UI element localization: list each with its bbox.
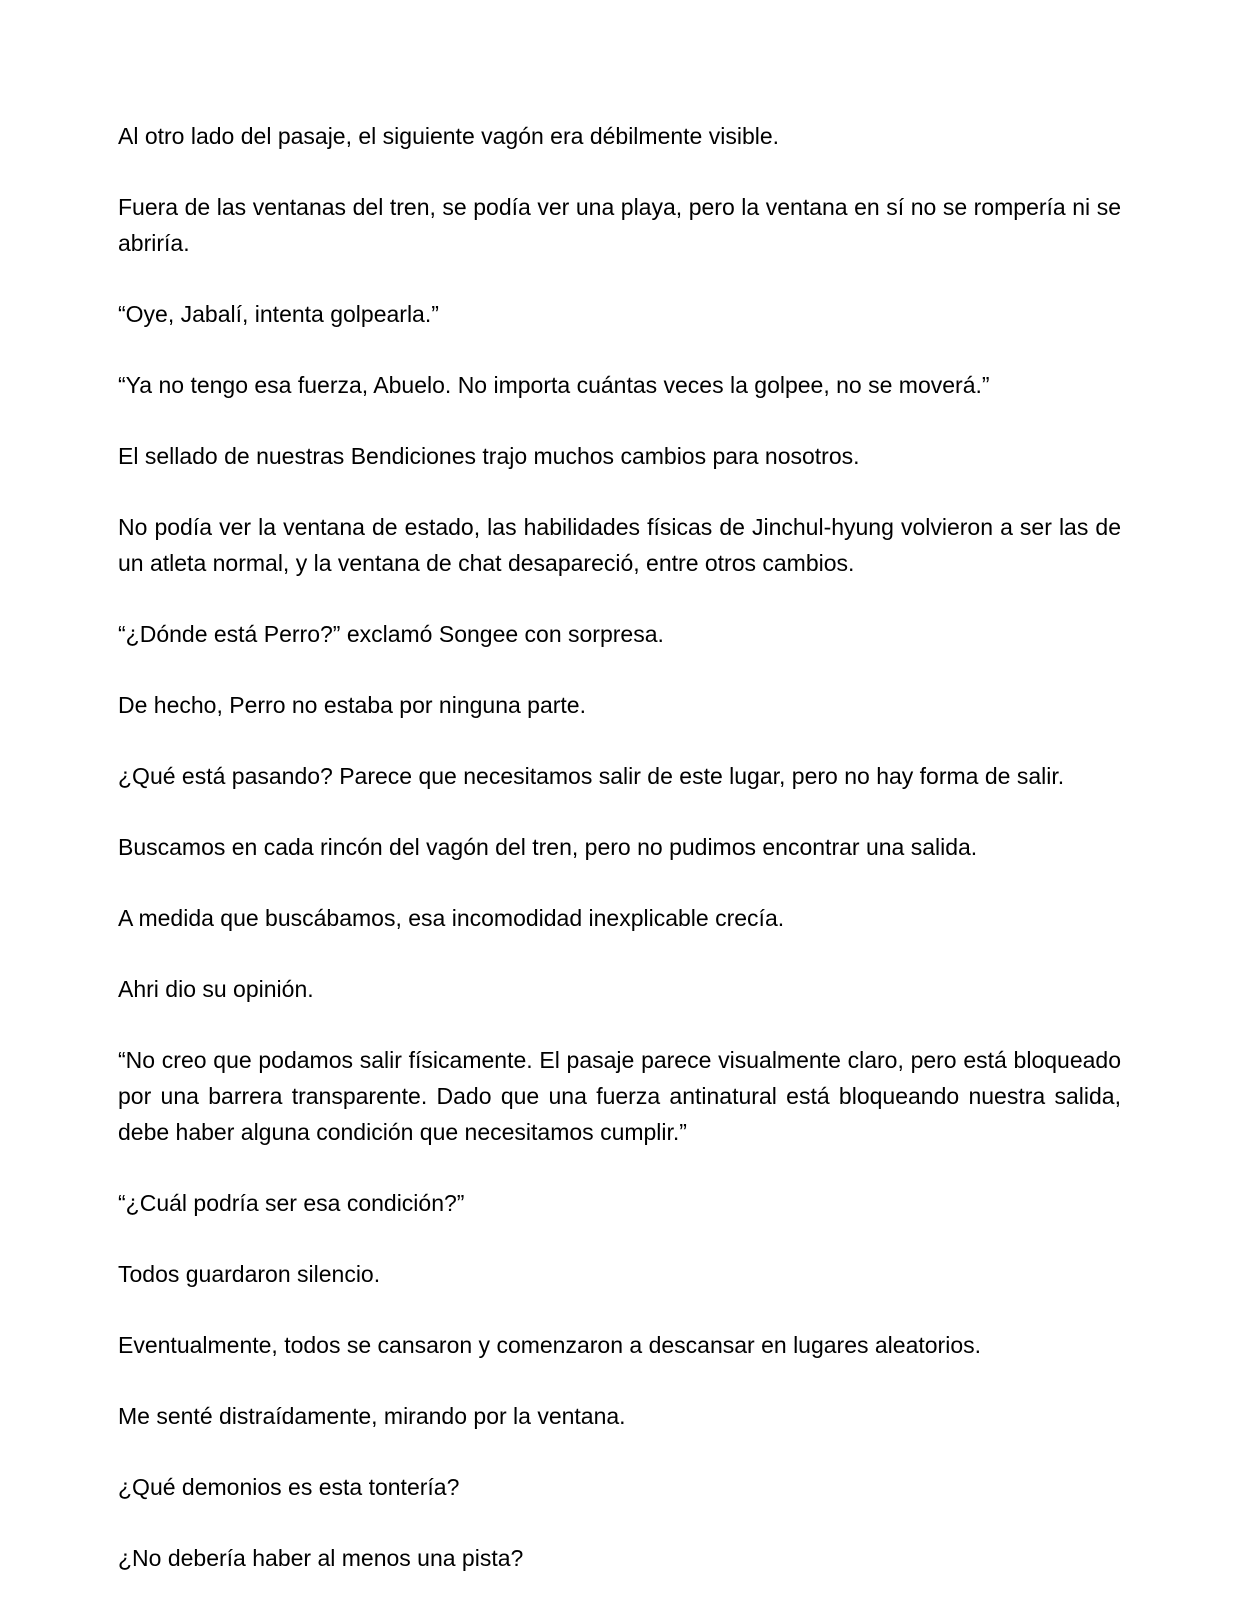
paragraph: Me senté distraídamente, mirando por la ventana. [118, 1403, 626, 1429]
paragraph: Eventualmente, todos se cansaron y comenzaron a descansar en lugares aleatorios. [118, 1332, 982, 1358]
paragraph: Al otro lado del pasaje, el siguiente vagón era débilmente visible. [118, 123, 780, 149]
paragraph: Fuera de las ventanas del tren, se podía ver una playa, pero la ventana en sí no se rompería ni se abriría. [118, 194, 1121, 256]
paragraph: No podía ver la ventana de estado, las habilidades físicas de Jinchul-hyung volvieron a ser las de un atleta normal, y la ventana de chat desapareció, entre otros cambios. [118, 514, 1121, 576]
paragraph: De hecho, Perro no estaba por ninguna parte. [118, 692, 586, 718]
paragraph: Buscamos en cada rincón del vagón del tren, pero no pudimos encontrar una salida. [118, 834, 978, 860]
paragraph: “Oye, Jabalí, intenta golpearla.” [118, 301, 439, 327]
paragraph: ¿Qué está pasando? Parece que necesitamos salir de este lugar, pero no hay forma de salir. [118, 763, 1065, 789]
paragraph: “¿Dónde está Perro?” exclamó Songee con sorpresa. [118, 621, 664, 647]
paragraph: ¿No debería haber al menos una pista? [118, 1545, 524, 1571]
paragraph: ¿Qué demonios es esta tontería? [118, 1474, 460, 1500]
paragraph: El sellado de nuestras Bendiciones trajo muchos cambios para nosotros. [118, 443, 860, 469]
paragraph: “No creo que podamos salir físicamente. El pasaje parece visualmente claro, pero está bloqueado por una barrera transparente. Dado que una fuerza antinatural está bloqueando nuestra salida, debe haber alguna condición que necesitamos cumplir.” [118, 1047, 1121, 1145]
paragraph: Ahri dio su opinión. [118, 976, 314, 1002]
paragraph: “¿Cuál podría ser esa condición?” [118, 1190, 465, 1216]
paragraph: A medida que buscábamos, esa incomodidad inexplicable crecía. [118, 905, 785, 931]
paragraph: “Ya no tengo esa fuerza, Abuelo. No importa cuántas veces la golpee, no se moverá.” [118, 372, 990, 398]
document-body [118, 118, 1121, 1576]
paragraph: Todos guardaron silencio. [118, 1261, 381, 1287]
